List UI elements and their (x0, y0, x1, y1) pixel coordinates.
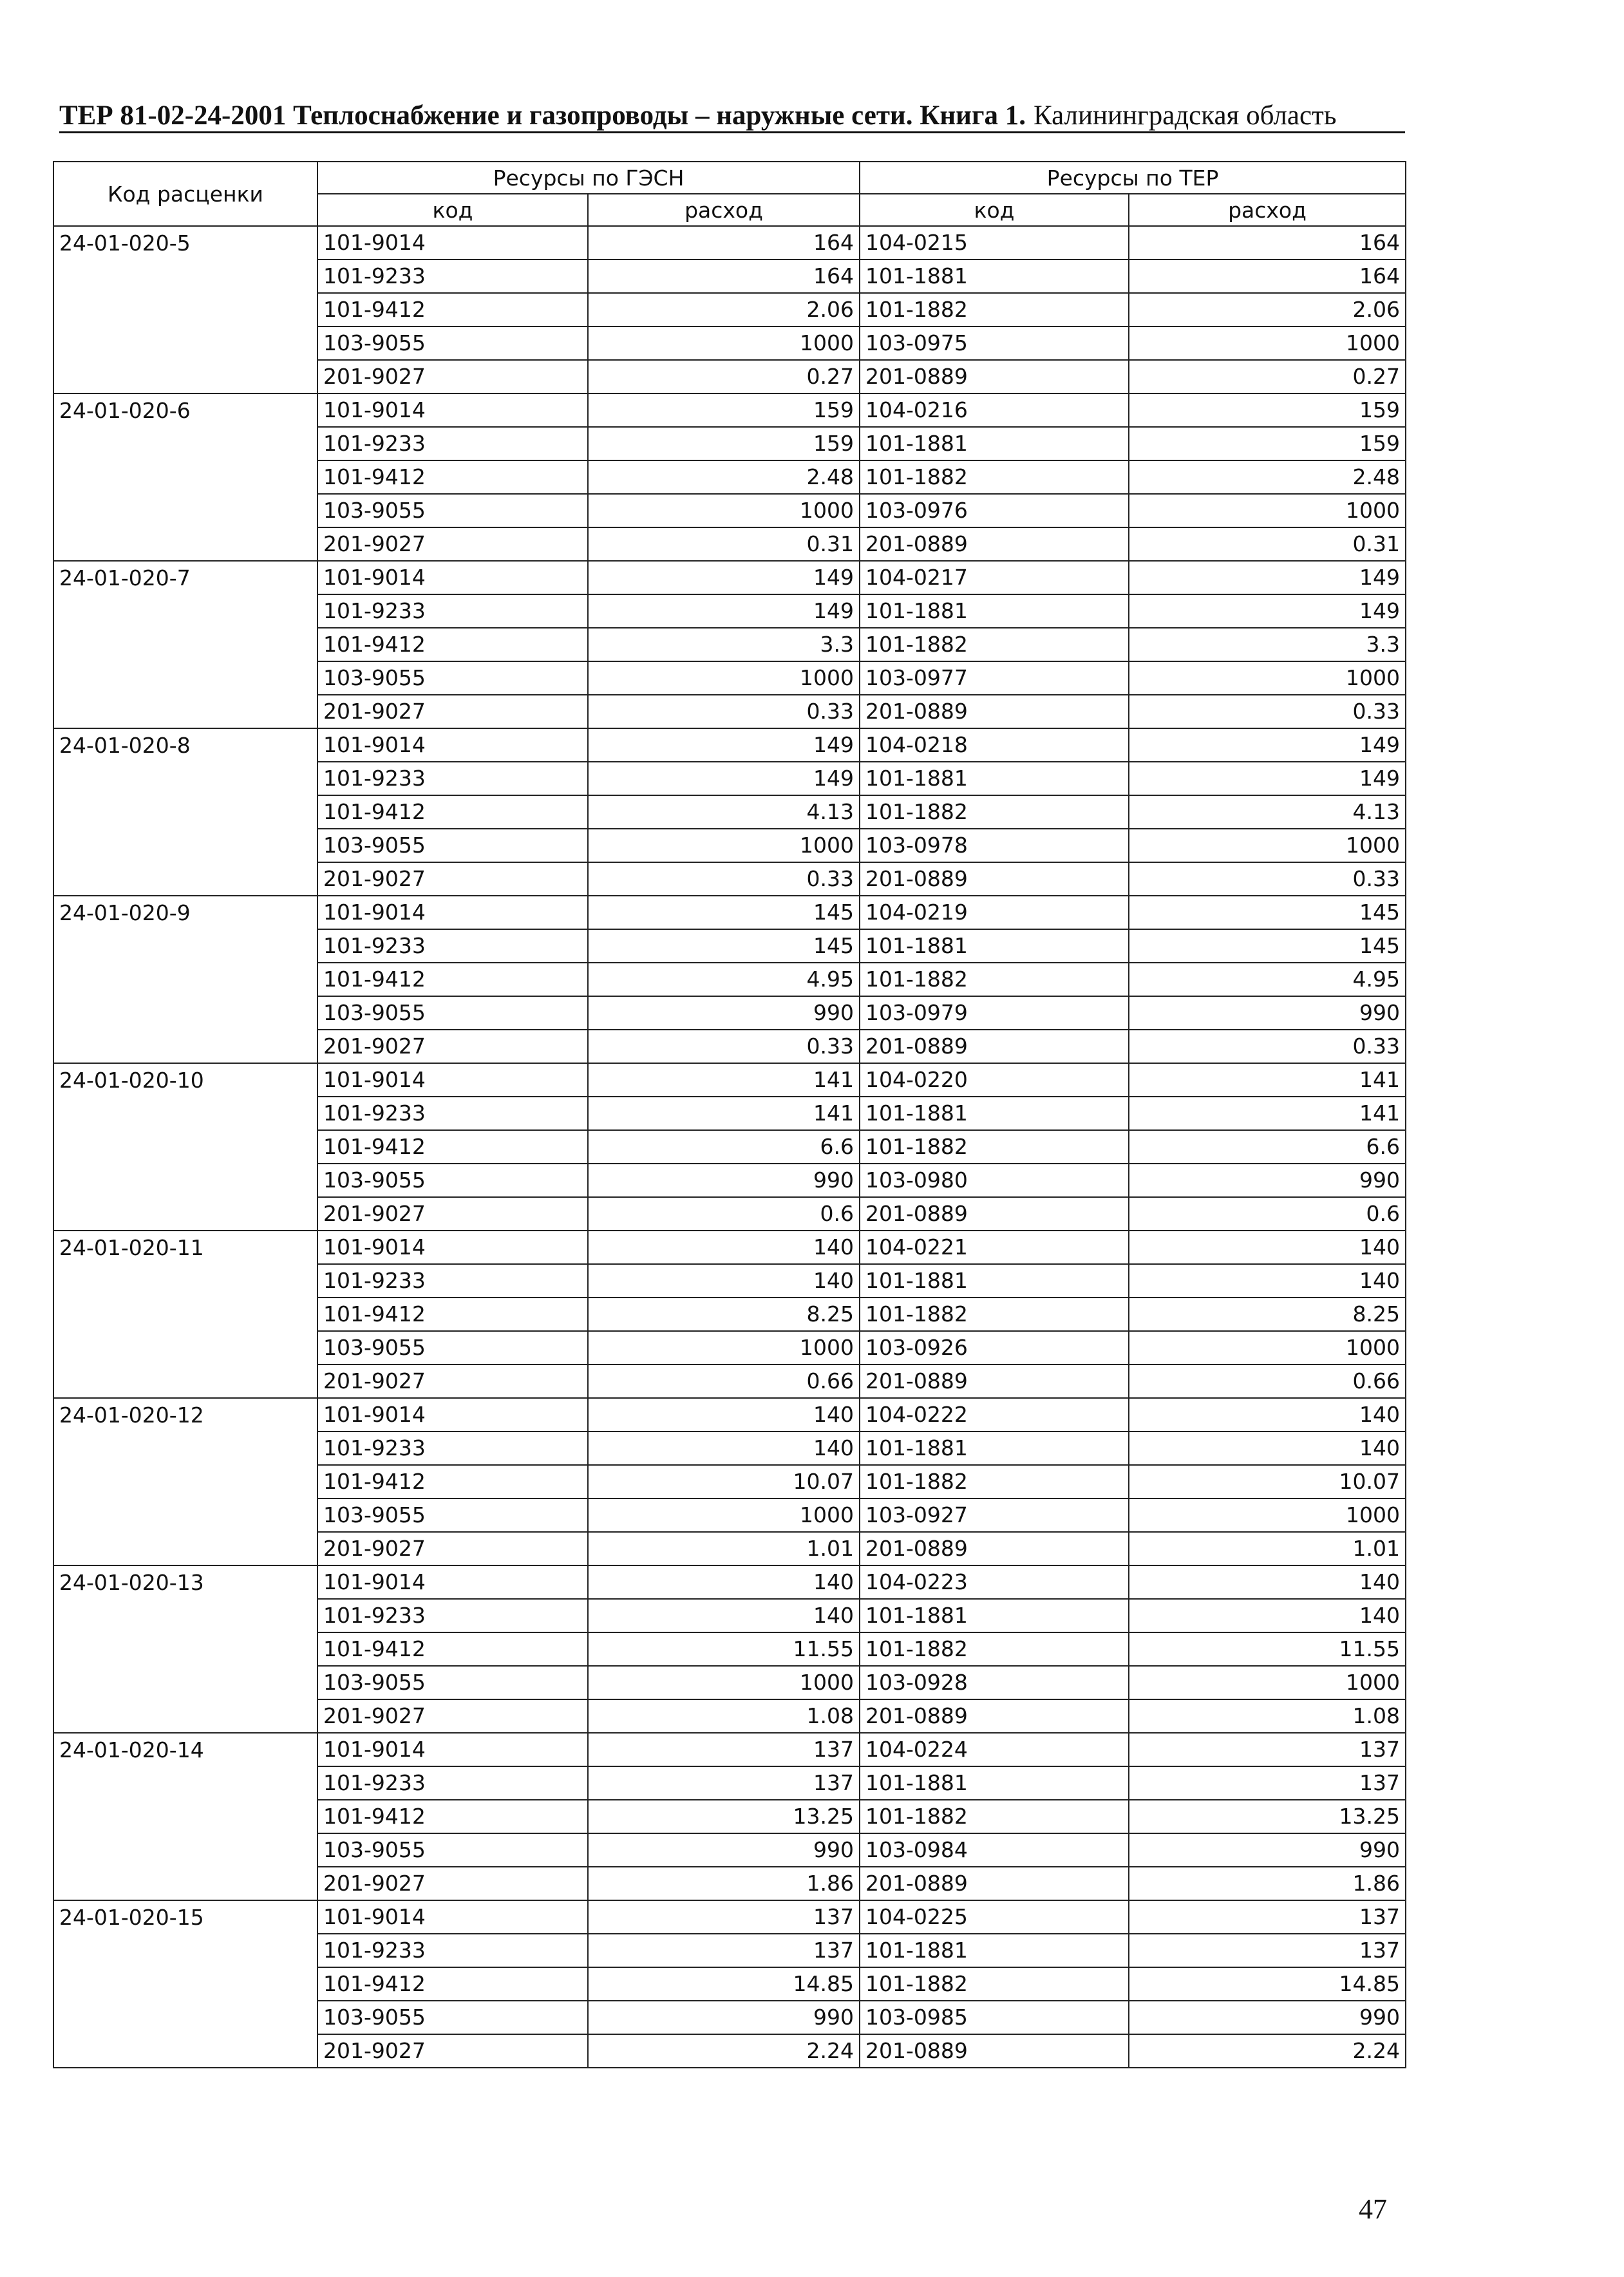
gesn-amount-cell: 145 (588, 929, 860, 963)
ter-amount-cell: 1000 (1129, 326, 1406, 360)
ter-code-cell: 101-1882 (860, 795, 1129, 829)
gesn-amount-cell: 2.48 (588, 460, 860, 494)
gesn-code-cell: 101-9014 (317, 728, 588, 762)
ter-code-cell: 103-0926 (860, 1331, 1129, 1365)
gesn-code-cell: 101-9014 (317, 1900, 588, 1934)
ter-code-cell: 101-1881 (860, 260, 1129, 293)
ter-amount-cell: 1.08 (1129, 1699, 1406, 1733)
gesn-code-cell: 201-9027 (317, 862, 588, 896)
gesn-code-cell: 201-9027 (317, 1867, 588, 1900)
gesn-amount-cell: 0.6 (588, 1197, 860, 1231)
rate-code-cell: 24-01-020-11 (53, 1231, 317, 1398)
gesn-code-cell: 103-9055 (317, 996, 588, 1030)
gesn-code-cell: 101-9412 (317, 293, 588, 326)
ter-code-cell: 104-0215 (860, 226, 1129, 260)
gesn-code-cell: 103-9055 (317, 661, 588, 695)
table-row (53, 561, 1406, 594)
col-header-gesn-rashod: расход (588, 194, 860, 226)
gesn-amount-cell: 1.01 (588, 1532, 860, 1565)
ter-code-cell: 101-1881 (860, 1934, 1129, 1967)
gesn-code-cell: 201-9027 (317, 2034, 588, 2068)
gesn-code-cell: 201-9027 (317, 527, 588, 561)
ter-code-cell: 101-1882 (860, 1967, 1129, 2001)
ter-code-cell: 201-0889 (860, 527, 1129, 561)
gesn-amount-cell: 1000 (588, 661, 860, 695)
gesn-code-cell: 201-9027 (317, 695, 588, 728)
ter-code-cell: 101-1881 (860, 1431, 1129, 1465)
rate-code-cell: 24-01-020-14 (53, 1733, 317, 1900)
gesn-amount-cell: 140 (588, 1431, 860, 1465)
ter-amount-cell: 1.01 (1129, 1532, 1406, 1565)
ter-code-cell: 103-0980 (860, 1164, 1129, 1197)
ter-amount-cell: 13.25 (1129, 1800, 1406, 1833)
gesn-amount-cell: 4.13 (588, 795, 860, 829)
ter-amount-cell: 2.48 (1129, 460, 1406, 494)
gesn-code-cell: 103-9055 (317, 494, 588, 527)
ter-amount-cell: 159 (1129, 393, 1406, 427)
rate-code-cell: 24-01-020-9 (53, 896, 317, 1063)
ter-code-cell: 104-0224 (860, 1733, 1129, 1766)
ter-code-cell: 104-0220 (860, 1063, 1129, 1097)
ter-amount-cell: 0.33 (1129, 862, 1406, 896)
gesn-amount-cell: 1000 (588, 1331, 860, 1365)
gesn-code-cell: 103-9055 (317, 1331, 588, 1365)
gesn-amount-cell: 3.3 (588, 628, 860, 661)
gesn-amount-cell: 141 (588, 1097, 860, 1130)
gesn-amount-cell: 1000 (588, 829, 860, 862)
gesn-amount-cell: 2.06 (588, 293, 860, 326)
ter-amount-cell: 141 (1129, 1097, 1406, 1130)
gesn-amount-cell: 137 (588, 1766, 860, 1800)
gesn-amount-cell: 0.31 (588, 527, 860, 561)
gesn-code-cell: 101-9233 (317, 1264, 588, 1298)
gesn-code-cell: 201-9027 (317, 1030, 588, 1063)
gesn-code-cell: 101-9233 (317, 1599, 588, 1632)
ter-code-cell: 201-0889 (860, 1532, 1129, 1565)
col-group-gesn: Ресурсы по ГЭСН (317, 162, 860, 194)
gesn-code-cell: 103-9055 (317, 1498, 588, 1532)
gesn-code-cell: 101-9412 (317, 795, 588, 829)
ter-code-cell: 103-0976 (860, 494, 1129, 527)
ter-code-cell: 101-1882 (860, 1298, 1129, 1331)
rate-code-cell: 24-01-020-13 (53, 1565, 317, 1733)
ter-code-cell: 104-0221 (860, 1231, 1129, 1264)
ter-amount-cell: 145 (1129, 929, 1406, 963)
gesn-code-cell: 101-9233 (317, 594, 588, 628)
ter-amount-cell: 990 (1129, 1833, 1406, 1867)
gesn-amount-cell: 0.66 (588, 1365, 860, 1398)
gesn-code-cell: 101-9014 (317, 1063, 588, 1097)
ter-amount-cell: 0.6 (1129, 1197, 1406, 1231)
ter-amount-cell: 0.66 (1129, 1365, 1406, 1398)
gesn-amount-cell: 159 (588, 427, 860, 460)
table-row (53, 1733, 1406, 1766)
gesn-code-cell: 101-9233 (317, 1766, 588, 1800)
ter-amount-cell: 140 (1129, 1264, 1406, 1298)
gesn-code-cell: 101-9014 (317, 561, 588, 594)
rate-code-cell: 24-01-020-15 (53, 1900, 317, 2068)
gesn-code-cell: 101-9233 (317, 427, 588, 460)
gesn-amount-cell: 14.85 (588, 1967, 860, 2001)
ter-amount-cell: 1000 (1129, 661, 1406, 695)
ter-code-cell: 103-0985 (860, 2001, 1129, 2034)
table-row (53, 393, 1406, 427)
gesn-code-cell: 103-9055 (317, 326, 588, 360)
ter-amount-cell: 140 (1129, 1231, 1406, 1264)
table-row (53, 1231, 1406, 1264)
ter-code-cell: 201-0889 (860, 695, 1129, 728)
gesn-code-cell: 201-9027 (317, 1365, 588, 1398)
ter-code-cell: 104-0222 (860, 1398, 1129, 1431)
gesn-amount-cell: 1.86 (588, 1867, 860, 1900)
col-header-code: Код расценки (53, 162, 317, 226)
ter-code-cell: 104-0218 (860, 728, 1129, 762)
gesn-amount-cell: 8.25 (588, 1298, 860, 1331)
ter-amount-cell: 10.07 (1129, 1465, 1406, 1498)
gesn-amount-cell: 140 (588, 1231, 860, 1264)
gesn-amount-cell: 149 (588, 594, 860, 628)
ter-amount-cell: 140 (1129, 1599, 1406, 1632)
ter-code-cell: 103-0928 (860, 1666, 1129, 1699)
ter-code-cell: 201-0889 (860, 1699, 1129, 1733)
gesn-amount-cell: 1.08 (588, 1699, 860, 1733)
header-region: Калининградская область (1033, 100, 1337, 131)
ter-amount-cell: 14.85 (1129, 1967, 1406, 2001)
gesn-amount-cell: 149 (588, 728, 860, 762)
ter-code-cell: 103-0979 (860, 996, 1129, 1030)
ter-amount-cell: 0.31 (1129, 527, 1406, 561)
gesn-amount-cell: 4.95 (588, 963, 860, 996)
ter-amount-cell: 145 (1129, 896, 1406, 929)
gesn-code-cell: 201-9027 (317, 1197, 588, 1231)
ter-code-cell: 101-1882 (860, 628, 1129, 661)
ter-code-cell: 101-1881 (860, 427, 1129, 460)
ter-amount-cell: 149 (1129, 762, 1406, 795)
ter-code-cell: 101-1882 (860, 460, 1129, 494)
ter-code-cell: 201-0889 (860, 1867, 1129, 1900)
ter-code-cell: 101-1882 (860, 1130, 1129, 1164)
ter-code-cell: 104-0225 (860, 1900, 1129, 1934)
gesn-amount-cell: 0.33 (588, 1030, 860, 1063)
gesn-code-cell: 101-9233 (317, 929, 588, 963)
ter-amount-cell: 164 (1129, 226, 1406, 260)
ter-code-cell: 104-0216 (860, 393, 1129, 427)
ter-code-cell: 101-1881 (860, 1264, 1129, 1298)
gesn-amount-cell: 2.24 (588, 2034, 860, 2068)
ter-code-cell: 101-1882 (860, 293, 1129, 326)
gesn-code-cell: 101-9412 (317, 1465, 588, 1498)
gesn-amount-cell: 11.55 (588, 1632, 860, 1666)
ter-amount-cell: 140 (1129, 1398, 1406, 1431)
gesn-code-cell: 101-9014 (317, 1231, 588, 1264)
ter-amount-cell: 0.27 (1129, 360, 1406, 393)
rate-code-cell: 24-01-020-12 (53, 1398, 317, 1565)
gesn-amount-cell: 140 (588, 1398, 860, 1431)
gesn-code-cell: 101-9233 (317, 1097, 588, 1130)
ter-amount-cell: 141 (1129, 1063, 1406, 1097)
rates-table (53, 161, 1406, 2068)
gesn-code-cell: 101-9412 (317, 460, 588, 494)
gesn-amount-cell: 140 (588, 1599, 860, 1632)
gesn-code-cell: 101-9412 (317, 628, 588, 661)
running-header (59, 90, 1405, 133)
ter-code-cell: 101-1882 (860, 1632, 1129, 1666)
gesn-code-cell: 101-9014 (317, 226, 588, 260)
ter-code-cell: 201-0889 (860, 360, 1129, 393)
gesn-amount-cell: 1000 (588, 326, 860, 360)
gesn-amount-cell: 137 (588, 1733, 860, 1766)
ter-amount-cell: 1000 (1129, 1498, 1406, 1532)
gesn-amount-cell: 141 (588, 1063, 860, 1097)
ter-code-cell: 103-0984 (860, 1833, 1129, 1867)
ter-amount-cell: 1000 (1129, 1666, 1406, 1699)
ter-amount-cell: 0.33 (1129, 695, 1406, 728)
gesn-code-cell: 101-9014 (317, 896, 588, 929)
ter-code-cell: 103-0927 (860, 1498, 1129, 1532)
ter-amount-cell: 149 (1129, 728, 1406, 762)
ter-amount-cell: 4.95 (1129, 963, 1406, 996)
gesn-code-cell: 101-9412 (317, 1130, 588, 1164)
gesn-code-cell: 101-9233 (317, 1431, 588, 1465)
ter-amount-cell: 1000 (1129, 829, 1406, 862)
table-row (53, 896, 1406, 929)
gesn-amount-cell: 990 (588, 996, 860, 1030)
gesn-code-cell: 101-9412 (317, 1632, 588, 1666)
table-row (53, 1398, 1406, 1431)
ter-amount-cell: 1.86 (1129, 1867, 1406, 1900)
table-header-row-1 (53, 162, 1406, 194)
gesn-code-cell: 103-9055 (317, 1164, 588, 1197)
ter-code-cell: 103-0975 (860, 326, 1129, 360)
gesn-code-cell: 101-9412 (317, 1800, 588, 1833)
ter-amount-cell: 990 (1129, 1164, 1406, 1197)
col-group-ter: Ресурсы по ТЕР (860, 162, 1406, 194)
gesn-amount-cell: 140 (588, 1264, 860, 1298)
gesn-amount-cell: 990 (588, 1164, 860, 1197)
ter-amount-cell: 2.24 (1129, 2034, 1406, 2068)
gesn-code-cell: 101-9233 (317, 260, 588, 293)
gesn-amount-cell: 990 (588, 2001, 860, 2034)
gesn-code-cell: 101-9233 (317, 1934, 588, 1967)
ter-amount-cell: 3.3 (1129, 628, 1406, 661)
ter-amount-cell: 164 (1129, 260, 1406, 293)
gesn-amount-cell: 149 (588, 762, 860, 795)
col-header-ter-rashod: расход (1129, 194, 1406, 226)
gesn-amount-cell: 1000 (588, 494, 860, 527)
gesn-code-cell: 101-9412 (317, 963, 588, 996)
gesn-code-cell: 101-9412 (317, 1967, 588, 2001)
gesn-amount-cell: 0.27 (588, 360, 860, 393)
ter-amount-cell: 0.33 (1129, 1030, 1406, 1063)
gesn-code-cell: 201-9027 (317, 360, 588, 393)
page-number: 47 (1359, 2193, 1387, 2225)
gesn-amount-cell: 137 (588, 1934, 860, 1967)
ter-code-cell: 101-1881 (860, 1599, 1129, 1632)
gesn-code-cell: 101-9014 (317, 393, 588, 427)
ter-amount-cell: 140 (1129, 1565, 1406, 1599)
ter-amount-cell: 1000 (1129, 494, 1406, 527)
gesn-amount-cell: 1000 (588, 1498, 860, 1532)
table-row (53, 728, 1406, 762)
col-header-gesn-kod: код (317, 194, 588, 226)
ter-amount-cell: 137 (1129, 1733, 1406, 1766)
gesn-amount-cell: 164 (588, 226, 860, 260)
table-row (53, 1900, 1406, 1934)
ter-amount-cell: 990 (1129, 996, 1406, 1030)
ter-code-cell: 104-0219 (860, 896, 1129, 929)
gesn-amount-cell: 1000 (588, 1666, 860, 1699)
gesn-code-cell: 101-9412 (317, 1298, 588, 1331)
col-header-ter-kod: код (860, 194, 1129, 226)
gesn-code-cell: 103-9055 (317, 2001, 588, 2034)
gesn-amount-cell: 137 (588, 1900, 860, 1934)
gesn-code-cell: 101-9014 (317, 1398, 588, 1431)
ter-code-cell: 101-1881 (860, 929, 1129, 963)
gesn-code-cell: 101-9233 (317, 762, 588, 795)
ter-code-cell: 101-1881 (860, 762, 1129, 795)
ter-amount-cell: 2.06 (1129, 293, 1406, 326)
ter-amount-cell: 137 (1129, 1900, 1406, 1934)
gesn-amount-cell: 10.07 (588, 1465, 860, 1498)
gesn-amount-cell: 6.6 (588, 1130, 860, 1164)
table-row (53, 1063, 1406, 1097)
ter-code-cell: 104-0217 (860, 561, 1129, 594)
ter-code-cell: 103-0977 (860, 661, 1129, 695)
ter-code-cell: 201-0889 (860, 1365, 1129, 1398)
ter-amount-cell: 990 (1129, 2001, 1406, 2034)
ter-amount-cell: 8.25 (1129, 1298, 1406, 1331)
table-body (53, 226, 1406, 2068)
gesn-amount-cell: 0.33 (588, 695, 860, 728)
ter-amount-cell: 149 (1129, 561, 1406, 594)
gesn-amount-cell: 990 (588, 1833, 860, 1867)
ter-code-cell: 104-0223 (860, 1565, 1129, 1599)
ter-amount-cell: 140 (1129, 1431, 1406, 1465)
gesn-amount-cell: 149 (588, 561, 860, 594)
ter-code-cell: 101-1881 (860, 594, 1129, 628)
rate-code-cell: 24-01-020-8 (53, 728, 317, 896)
ter-amount-cell: 159 (1129, 427, 1406, 460)
gesn-code-cell: 103-9055 (317, 1833, 588, 1867)
ter-amount-cell: 149 (1129, 594, 1406, 628)
ter-code-cell: 101-1881 (860, 1097, 1129, 1130)
ter-code-cell: 101-1882 (860, 1465, 1129, 1498)
rate-code-cell: 24-01-020-7 (53, 561, 317, 728)
gesn-amount-cell: 0.33 (588, 862, 860, 896)
gesn-code-cell: 101-9014 (317, 1733, 588, 1766)
gesn-amount-cell: 13.25 (588, 1800, 860, 1833)
rate-code-cell: 24-01-020-5 (53, 226, 317, 393)
gesn-code-cell: 103-9055 (317, 1666, 588, 1699)
ter-code-cell: 101-1882 (860, 1800, 1129, 1833)
gesn-code-cell: 201-9027 (317, 1532, 588, 1565)
gesn-amount-cell: 164 (588, 260, 860, 293)
gesn-code-cell: 201-9027 (317, 1699, 588, 1733)
ter-amount-cell: 137 (1129, 1934, 1406, 1967)
table-row (53, 226, 1406, 260)
gesn-amount-cell: 159 (588, 393, 860, 427)
ter-code-cell: 201-0889 (860, 2034, 1129, 2068)
gesn-amount-cell: 140 (588, 1565, 860, 1599)
ter-amount-cell: 11.55 (1129, 1632, 1406, 1666)
ter-code-cell: 103-0978 (860, 829, 1129, 862)
ter-amount-cell: 137 (1129, 1766, 1406, 1800)
gesn-code-cell: 101-9014 (317, 1565, 588, 1599)
rate-code-cell: 24-01-020-6 (53, 393, 317, 561)
ter-code-cell: 201-0889 (860, 1197, 1129, 1231)
ter-code-cell: 201-0889 (860, 1030, 1129, 1063)
ter-amount-cell: 1000 (1129, 1331, 1406, 1365)
header-title-bold: ТЕР 81-02-24-2001 Теплоснабжение и газопроводы – наружные сети. Книга 1. (59, 100, 1026, 131)
table-row (53, 1565, 1406, 1599)
ter-code-cell: 101-1881 (860, 1766, 1129, 1800)
ter-code-cell: 201-0889 (860, 862, 1129, 896)
ter-code-cell: 101-1882 (860, 963, 1129, 996)
rate-code-cell: 24-01-020-10 (53, 1063, 317, 1231)
gesn-amount-cell: 145 (588, 896, 860, 929)
ter-amount-cell: 4.13 (1129, 795, 1406, 829)
gesn-code-cell: 103-9055 (317, 829, 588, 862)
ter-amount-cell: 6.6 (1129, 1130, 1406, 1164)
